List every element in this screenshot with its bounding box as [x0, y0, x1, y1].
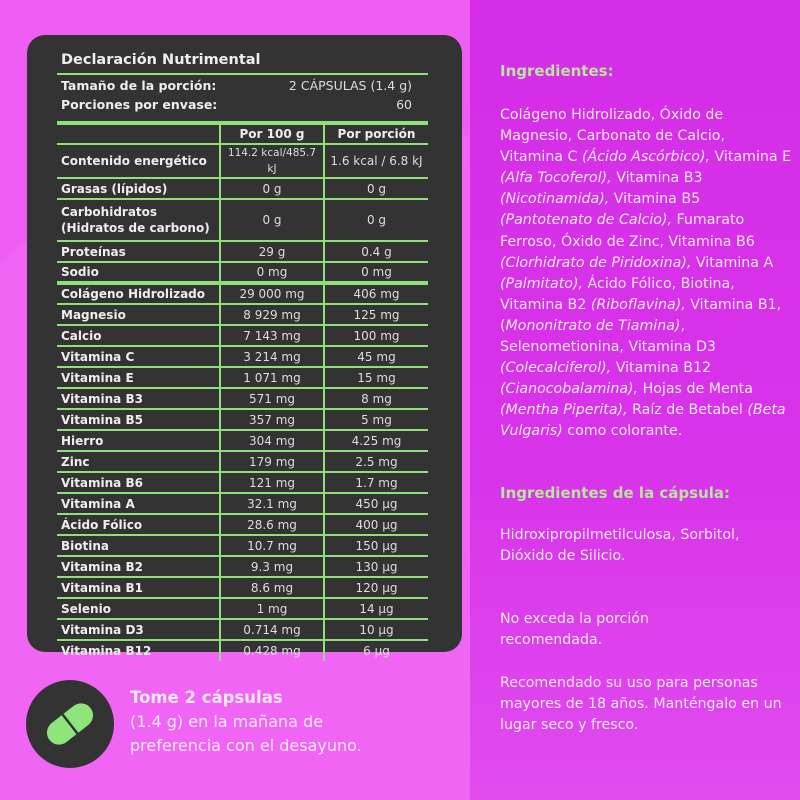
- table-row: [57, 199, 428, 241]
- col-per-100g: Por 100 g: [220, 123, 324, 144]
- nutrient-name: Grasas (lípidos): [57, 178, 220, 199]
- table-row: [57, 262, 428, 283]
- table-row: [57, 346, 428, 367]
- value-per-portion: 450 µg: [324, 493, 428, 514]
- ingredients-heading: Ingredientes:: [500, 62, 614, 80]
- value-per-100g: 7 143 mg: [220, 325, 324, 346]
- divider: [57, 73, 428, 75]
- value-per-portion: 14 µg: [324, 598, 428, 619]
- nutrition-table: [57, 121, 428, 661]
- capsule-icon-badge: [26, 680, 114, 768]
- value-per-100g: 0 mg: [220, 262, 324, 283]
- value-per-portion: 130 µg: [324, 556, 428, 577]
- warning-text: No exceda la porción recomendada.: [500, 611, 649, 649]
- nutrient-name: Vitamina B1: [57, 577, 220, 598]
- value-per-100g: 304 mg: [220, 430, 324, 451]
- value-per-portion: 0.4 g: [324, 241, 428, 262]
- table-row: [57, 304, 428, 325]
- servings-label: Porciones por envase:: [61, 97, 218, 112]
- nutrient-name: Carbohidratos (Hidratos de carbono): [57, 199, 220, 241]
- table-row: [57, 619, 428, 640]
- nutrient-name: Vitamina B12: [57, 640, 220, 661]
- ingredient-segment: (Pantotenato de Calcio),: [500, 212, 673, 229]
- nutrient-name: Ácido Fólico: [57, 514, 220, 535]
- value-per-100g: 0 g: [220, 178, 324, 199]
- value-per-portion: 0 g: [324, 199, 428, 241]
- nutrient-name: Contenido energético: [57, 144, 220, 178]
- value-per-portion: 406 mg: [324, 283, 428, 304]
- nutrient-name: Vitamina A: [57, 493, 220, 514]
- serving-size-label: Tamaño de la porción:: [61, 78, 217, 93]
- ingredient-segment: Vitamina B5: [609, 191, 701, 208]
- ingredient-segment: Colágeno Hidrolizado, Óxido de Magnesio, Carbonato de Calcio, Vitamina C: [500, 107, 725, 166]
- ingredient-segment: Hojas de Menta: [638, 381, 753, 398]
- value-per-100g: 0 g: [220, 199, 324, 241]
- value-per-100g: 1 071 mg: [220, 367, 324, 388]
- value-per-100g: 10.7 mg: [220, 535, 324, 556]
- servings-value: 60: [396, 97, 412, 112]
- value-per-portion: 125 mg: [324, 304, 428, 325]
- value-per-100g: 179 mg: [220, 451, 324, 472]
- ingredient-segment: (Palmitato),: [500, 275, 584, 292]
- table-header-row: [57, 123, 428, 144]
- dose-instructions: [130, 686, 362, 758]
- value-per-100g: 29 g: [220, 241, 324, 262]
- nutrient-name: Magnesio: [57, 304, 220, 325]
- value-per-portion: 120 µg: [324, 577, 428, 598]
- value-per-100g: 28.6 mg: [220, 514, 324, 535]
- value-per-100g: 3 214 mg: [220, 346, 324, 367]
- table-row: [57, 535, 428, 556]
- value-per-portion: 10 µg: [324, 619, 428, 640]
- table-row: [57, 577, 428, 598]
- value-per-100g: 0.428 mg: [220, 640, 324, 661]
- ingredient-segment: como colorante.: [562, 423, 683, 440]
- value-per-100g: 571 mg: [220, 388, 324, 409]
- ingredient-segment: (Beta Vulgaris): [500, 402, 786, 440]
- table-row: [57, 409, 428, 430]
- nutrient-name: Vitamina E: [57, 367, 220, 388]
- value-per-100g: 9.3 mg: [220, 556, 324, 577]
- ingredient-segment: Mononitrato de Tiamina): [505, 317, 681, 334]
- dose-line-2: preferencia con el desayuno.: [130, 736, 362, 755]
- ingredient-segment: Vitamina A: [691, 254, 774, 271]
- nutrient-name: Zinc: [57, 451, 220, 472]
- nutrient-name: Calcio: [57, 325, 220, 346]
- value-per-portion: 1.6 kcal / 6.8 kJ: [324, 144, 428, 178]
- capsule-ingredients-heading: Ingredientes de la cápsula:: [500, 484, 731, 502]
- value-per-portion: 15 mg: [324, 367, 428, 388]
- nutrition-title: Declaración Nutrimental: [61, 52, 261, 68]
- ingredient-segment: (Cianocobalamina),: [500, 381, 639, 398]
- nutrient-name: Vitamina B6: [57, 472, 220, 493]
- nutrient-name: Vitamina C: [57, 346, 220, 367]
- table-row: [57, 178, 428, 199]
- table-row: [57, 430, 428, 451]
- table-row: [57, 556, 428, 577]
- value-per-portion: 6 µg: [324, 640, 428, 661]
- value-per-100g: 114.2 kcal/485.7 kJ: [220, 144, 324, 178]
- table-row: [57, 388, 428, 409]
- table-row: [57, 367, 428, 388]
- ingredient-segment: Vitamina B3: [611, 170, 703, 187]
- value-per-portion: 1.7 mg: [324, 472, 428, 493]
- dose-title: Tome 2 cápsulas: [130, 688, 283, 707]
- value-per-100g: 357 mg: [220, 409, 324, 430]
- ingredient-segment: , Selenometionina, Vitamina D3: [500, 317, 716, 356]
- value-per-100g: 1 mg: [220, 598, 324, 619]
- ingredient-segment: Vitamina B12: [611, 360, 712, 377]
- value-per-portion: 400 µg: [324, 514, 428, 535]
- dose-line-1: (1.4 g) en la mañana de: [130, 712, 324, 731]
- value-per-portion: 45 mg: [324, 346, 428, 367]
- ingredient-segment: (Nicotinamida),: [500, 191, 610, 208]
- nutrient-name: Vitamina B2: [57, 556, 220, 577]
- value-per-100g: 32.1 mg: [220, 493, 324, 514]
- table-row: [57, 514, 428, 535]
- value-per-portion: 8 mg: [324, 388, 428, 409]
- table-row: [57, 283, 428, 304]
- value-per-portion: 4.25 mg: [324, 430, 428, 451]
- nutrient-name: Colágeno Hidrolizado: [57, 283, 220, 304]
- ingredient-segment: (Clorhidrato de Piridoxina),: [500, 254, 692, 271]
- value-per-portion: 5 mg: [324, 409, 428, 430]
- value-per-100g: 121 mg: [220, 472, 324, 493]
- serving-size-value: 2 CÁPSULAS (1.4 g): [288, 78, 412, 93]
- nutrient-name: Biotina: [57, 535, 220, 556]
- table-row: [57, 493, 428, 514]
- value-per-portion: 0 g: [324, 178, 428, 199]
- table-row: [57, 241, 428, 262]
- value-per-100g: 8 929 mg: [220, 304, 324, 325]
- ingredient-segment: (Riboflavina),: [590, 296, 686, 313]
- value-per-portion: 100 mg: [324, 325, 428, 346]
- table-row: [57, 451, 428, 472]
- table-row: [57, 472, 428, 493]
- value-per-100g: 0.714 mg: [220, 619, 324, 640]
- ingredient-segment: Fumarato Ferroso, Óxido de Zinc, Vitamina B6: [500, 212, 755, 250]
- nutrient-name: Vitamina B5: [57, 409, 220, 430]
- table-row: [57, 598, 428, 619]
- nutrient-name: Hierro: [57, 430, 220, 451]
- ingredient-segment: (Alfa Tocoferol),: [500, 170, 612, 187]
- ingredient-segment: Vitamina E: [710, 149, 792, 166]
- value-per-portion: 0 mg: [324, 262, 428, 283]
- ingredient-segment: Raíz de Betabel: [627, 402, 748, 419]
- col-per-portion: Por porción: [324, 123, 428, 144]
- capsule-ingredients-text: Hidroxipropilmetilculosa, Sorbitol, Dióxido de Silicio.: [500, 527, 740, 565]
- ingredient-segment: (Ácido Ascórbico),: [581, 149, 711, 166]
- capsule-icon: [26, 680, 114, 768]
- table-row: [57, 144, 428, 178]
- nutrient-name: Selenio: [57, 598, 220, 619]
- table-row: [57, 325, 428, 346]
- ingredient-segment: Vitamina B1, (: [500, 296, 782, 334]
- nutrient-name: Proteínas: [57, 241, 220, 262]
- recommendation-text: Recomendado su uso para personas mayores de 18 años. Manténgalo en un lugar seco y fresco.: [500, 675, 782, 734]
- nutrient-name: Sodio: [57, 262, 220, 283]
- ingredients-text: [500, 105, 792, 443]
- value-per-portion: 2.5 mg: [324, 451, 428, 472]
- nutrient-name: Vitamina B3: [57, 388, 220, 409]
- ingredient-segment: (Mentha Piperita),: [500, 402, 628, 419]
- value-per-portion: 150 µg: [324, 535, 428, 556]
- ingredient-segment: Ácido Fólico, Biotina, Vitamina B2: [500, 275, 735, 313]
- nutrient-name: Vitamina D3: [57, 619, 220, 640]
- value-per-100g: 8.6 mg: [220, 577, 324, 598]
- table-row: [57, 640, 428, 661]
- ingredient-segment: (Colecalciferol),: [500, 360, 612, 377]
- value-per-100g: 29 000 mg: [220, 283, 324, 304]
